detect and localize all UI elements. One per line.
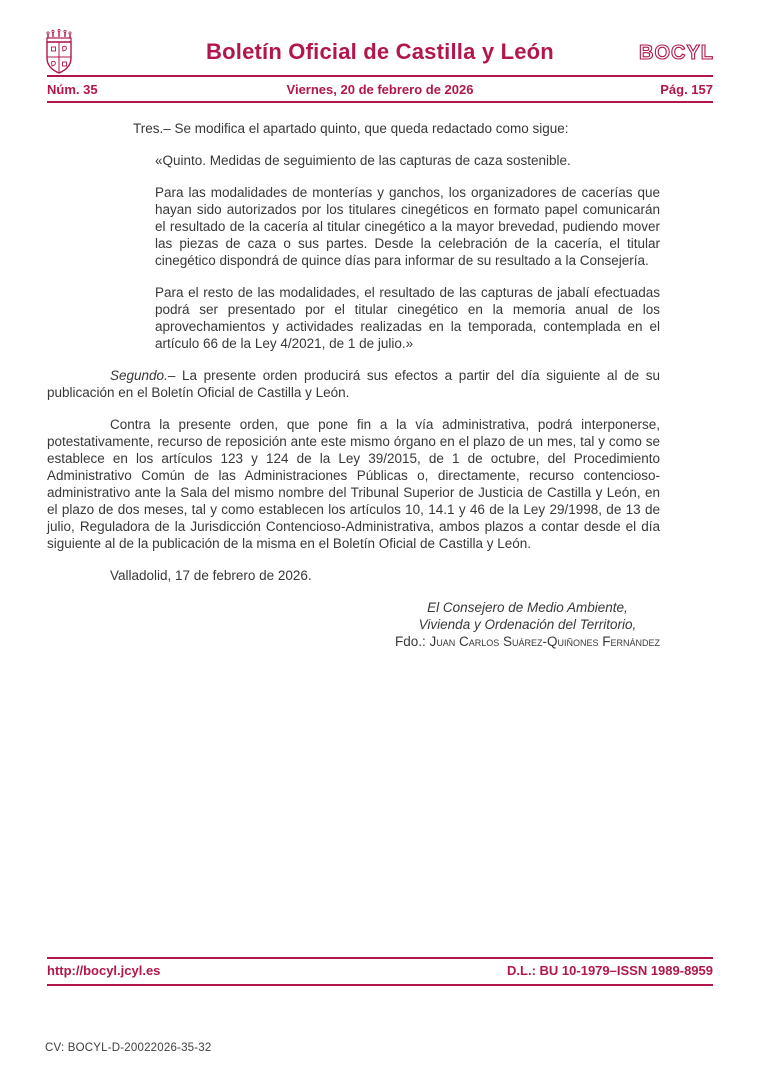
- issue-date: Viernes, 20 de febrero de 2026: [286, 82, 474, 97]
- paragraph-quinto-1: Para las modalidades de monterías y ganchos, los organizadores de cacerías que hayan sido autorizados por los titulares cinegéticos en formato papel comunicarán el resultado de la cacería al titular cinegético a la mayor brevedad, pudiendo mover las piezas de caza o sus partes. Desde la celebración de la cacería, el titular cinegético dispondrá de quince días para informar de su resultado a la Consejería.: [155, 185, 660, 268]
- footer-rule-bottom: [47, 984, 713, 986]
- signer-role-line1: El Consejero de Medio Ambiente,: [427, 600, 628, 615]
- paragraph-place-date: Valladolid, 17 de febrero de 2026.: [110, 568, 312, 583]
- bocyl-url-link[interactable]: http://bocyl.jcyl.es: [47, 963, 161, 978]
- verification-code: CV: BOCYL-D-20022026-35-32: [45, 1042, 212, 1054]
- paragraph-quinto-title: «Quinto. Medidas de seguimiento de las capturas de caza sostenible.: [155, 153, 571, 168]
- paragraph-segundo: [47, 367, 660, 401]
- bocyl-wordmark: BOCYL: [639, 42, 714, 64]
- signer-line: [395, 633, 660, 650]
- footer-row: [47, 961, 713, 981]
- footer-rule-top: [47, 957, 713, 959]
- header-info-row: [47, 80, 713, 100]
- paragraph-quinto-2: Para el resto de las modalidades, el resultado de las capturas de jabalí efectuadas podrá ser presentado por el titular cinegético en la memoria anual de los aprovechamientos y actividades realizadas en la temporada, contemplada en el artículo 66 de la Ley 4/2021, de 1 de julio.»: [155, 285, 660, 351]
- signature-block: [395, 599, 660, 650]
- bulletin-title: Boletín Oficial de Castilla y León: [206, 39, 554, 64]
- document-body: [47, 120, 660, 650]
- paragraph-contra: Contra la presente orden, que pone fin a la vía administrativa, podrá interponerse, potestativamente, recurso de reposición ante este mismo órgano en el plazo de un mes, tal y como se establece en los artículos 123 y 124 de la Ley 39/2015, de 1 de octubre, del Procedimiento Administrativo Común de las Administraciones Públicas o, directamente, recurso contencioso-administrativo ante la Sala del mismo nombre del Tribunal Superior de Justicia de Castilla y León, en el plazo de dos meses, tal y como establecen los artículos 10, 14.1 y 46 de la Ley 29/1998, de 13 de julio, Reguladora de la Jurisdicción Contencioso-Administrativa, ambos plazos a contar desde el día siguiente al de la publicación de la misma en el Boletín Oficial de Castilla y León.: [47, 417, 660, 551]
- signer-prefix: Fdo.:: [394, 634, 430, 649]
- signer-role-line2: Vivienda y Ordenación del Territorio,: [418, 617, 637, 632]
- segundo-lead: Segundo.: [110, 368, 168, 383]
- header-rule-top: [47, 75, 713, 77]
- legal-deposit-issn: D.L.: BU 10-1979–ISSN 1989-8959: [507, 963, 713, 978]
- issue-number: Núm. 35: [47, 82, 98, 97]
- segundo-rest: – La presente orden producirá sus efectos a partir del día siguiente al de su publicación en el Boletín Oficial de Castilla y León.: [47, 368, 660, 400]
- signer-name: Juan Carlos Suárez-Quiñones Fernández: [429, 634, 660, 649]
- page-number: Pág. 157: [660, 82, 713, 97]
- paragraph-tres: Tres.– Se modifica el apartado quinto, que queda redactado como sigue:: [133, 121, 569, 136]
- header-rule-bottom: [47, 101, 713, 103]
